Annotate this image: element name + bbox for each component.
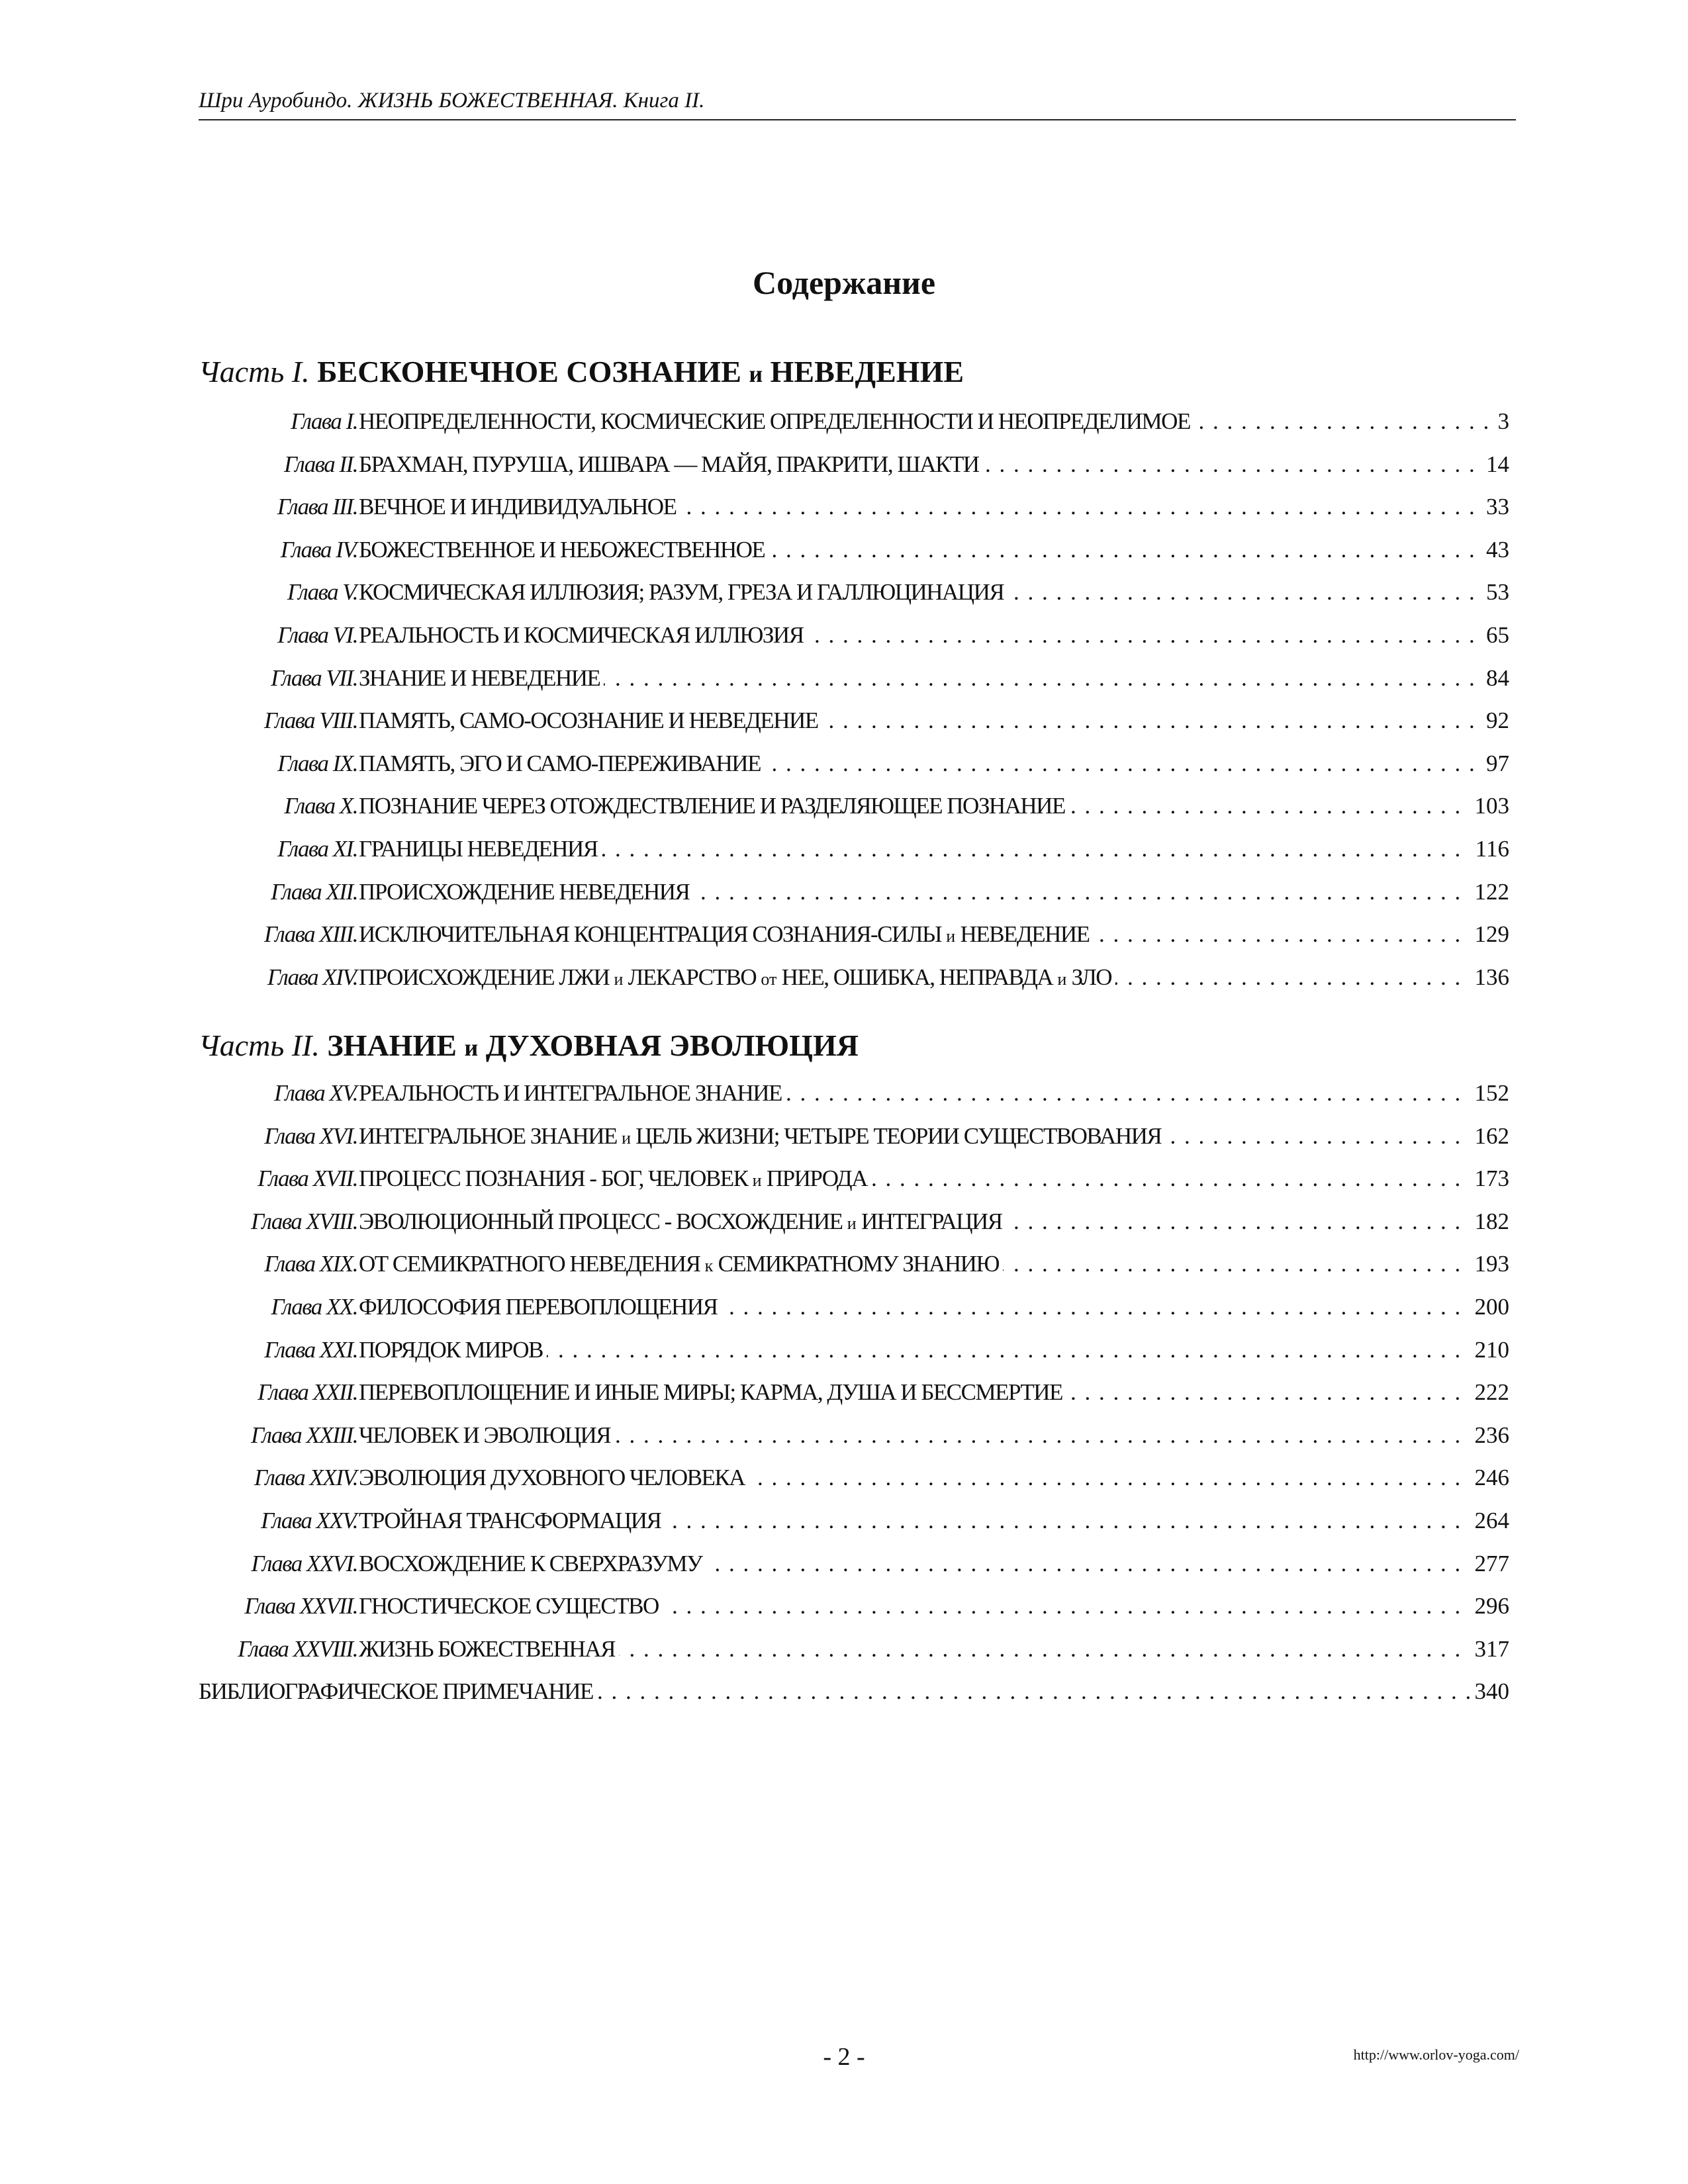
toc-chapter-row[interactable] xyxy=(0,1286,1688,1328)
chapter-label: Глава XIV. xyxy=(267,964,357,990)
page-number: 33 xyxy=(1481,486,1509,528)
chapter-title: БИБЛИОГРАФИЧЕСКОЕ ПРИМЕЧАНИЕ xyxy=(199,1670,597,1713)
page-number: 210 xyxy=(1470,1329,1510,1371)
connector-word: и xyxy=(946,927,956,946)
page-number: 317 xyxy=(1470,1628,1510,1670)
page-number: 65 xyxy=(1481,614,1509,657)
connector-word: и xyxy=(622,1128,632,1148)
chapter-title: БОЖЕСТВЕННОЕ И НЕБОЖЕСТВЕННОЕ xyxy=(359,529,769,571)
toc-chapter-row[interactable] xyxy=(0,614,1688,657)
connector-word: от xyxy=(761,970,777,989)
toc-chapter-row[interactable] xyxy=(0,1243,1688,1285)
toc-chapter-row[interactable] xyxy=(0,1329,1688,1371)
page-number: 193 xyxy=(1470,1243,1510,1285)
toc-chapter-row[interactable] xyxy=(0,1115,1688,1158)
page-number: 152 xyxy=(1470,1072,1510,1115)
chapter-title: ИНТЕГРАЛЬНОЕ ЗНАНИЕ и ЦЕЛЬ ЖИЗНИ; ЧЕТЫРЕ ТЕОРИИ СУЩЕСТВОВАНИЯ xyxy=(359,1115,1165,1160)
chapter-label: Глава XIII. xyxy=(263,921,357,947)
page-number: 136 xyxy=(1470,956,1510,999)
chapter-label: Глава XI. xyxy=(277,836,357,862)
chapter-label: Глава XXI. xyxy=(264,1337,357,1363)
toc-chapter-row[interactable] xyxy=(0,443,1688,486)
toc-chapter-row[interactable] xyxy=(0,700,1688,742)
chapter-label: Глава XXVII. xyxy=(244,1593,357,1619)
chapter-label: Глава VIII. xyxy=(263,707,357,733)
page-number: 122 xyxy=(1470,871,1510,913)
toc-chapter-row[interactable] xyxy=(0,785,1688,827)
chapter-label: Глава XVI. xyxy=(264,1123,357,1149)
chapter-title: ЗНАНИЕ И НЕВЕДЕНИЕ xyxy=(359,657,604,700)
connector-word: и xyxy=(752,1171,762,1190)
chapter-label: Глава XXVI. xyxy=(251,1551,357,1576)
part-label: Часть II. xyxy=(199,1028,320,1062)
chapter-title: ОТ СЕМИКРАТНОГО НЕВЕДЕНИЯ к СЕМИКРАТНОМУ ЗНАНИЮ xyxy=(359,1243,1003,1287)
toc-chapter-row[interactable] xyxy=(0,828,1688,870)
toc-chapter-row[interactable] xyxy=(0,1414,1688,1457)
chapter-title: ПРОЦЕСС ПОЗНАНИЯ - БОГ, ЧЕЛОВЕК и ПРИРОДА xyxy=(359,1158,871,1202)
page-number: 200 xyxy=(1470,1286,1510,1328)
toc-chapter-row[interactable] xyxy=(0,657,1688,700)
chapter-label: Глава XX. xyxy=(271,1294,357,1320)
page-number: 340 xyxy=(1470,1670,1510,1713)
chapter-title: ВЕЧНОЕ И ИНДИВИДУАЛЬНОЕ xyxy=(359,486,680,528)
chapter-title: ПРОИСХОЖДЕНИЕ ЛЖИ и ЛЕКАРСТВО от НЕЕ, ОШИБКА, НЕПРАВДА и ЗЛО xyxy=(359,956,1115,1001)
chapter-label: Глава VII. xyxy=(271,665,357,691)
chapter-label: Глава XVIII. xyxy=(251,1208,357,1234)
page-number: 3 xyxy=(1493,400,1510,443)
chapter-title: ЭВОЛЮЦИЯ ДУХОВНОГО ЧЕЛОВЕКА xyxy=(359,1457,749,1499)
chapter-label: Глава VI. xyxy=(277,622,357,648)
page-number: 129 xyxy=(1470,913,1510,956)
chapter-title: ЖИЗНЬ БОЖЕСТВЕННАЯ xyxy=(359,1628,619,1670)
chapter-label: Глава XV. xyxy=(274,1080,357,1106)
toc-chapter-row[interactable] xyxy=(0,913,1688,956)
page-number: 53 xyxy=(1481,571,1509,614)
page-number: 182 xyxy=(1470,1201,1510,1243)
part-heading xyxy=(199,1028,859,1063)
chapter-label: Глава XXVIII. xyxy=(238,1636,357,1662)
toc-chapter-row[interactable] xyxy=(0,1500,1688,1542)
page-number: 43 xyxy=(1481,529,1509,571)
page-number: 236 xyxy=(1470,1414,1510,1457)
chapter-title: ПЕРЕВОПЛОЩЕНИЕ И ИНЫЕ МИРЫ; КАРМА, ДУША И БЕССМЕРТИЕ xyxy=(359,1371,1066,1414)
toc-chapter-row[interactable] xyxy=(0,1201,1688,1243)
toc-chapter-row[interactable] xyxy=(0,529,1688,571)
chapter-title: ПОЗНАНИЕ ЧЕРЕЗ ОТОЖДЕСТВЛЕНИЕ И РАЗДЕЛЯЮЩЕЕ ПОЗНАНИЕ xyxy=(359,785,1069,827)
toc-chapter-row[interactable] xyxy=(0,1371,1688,1414)
chapter-title: ИСКЛЮЧИТЕЛЬНАЯ КОНЦЕНТРАЦИЯ СОЗНАНИЯ-СИЛЫ и НЕВЕДЕНИЕ xyxy=(359,913,1094,958)
page-number: 222 xyxy=(1470,1371,1510,1414)
chapter-title: ЧЕЛОВЕК И ЭВОЛЮЦИЯ xyxy=(359,1414,614,1457)
chapter-title: ПАМЯТЬ, САМО-ОСОЗНАНИЕ И НЕВЕДЕНИЕ xyxy=(359,700,822,742)
toc-chapter-row[interactable] xyxy=(0,1585,1688,1627)
chapter-title: ГНОСТИЧЕСКОЕ СУЩЕСТВО xyxy=(359,1585,663,1627)
toc-chapter-row[interactable] xyxy=(0,571,1688,614)
page-number: 173 xyxy=(1470,1158,1510,1200)
chapter-label: Глава XVII. xyxy=(258,1165,357,1191)
chapter-title: РЕАЛЬНОСТЬ И ИНТЕГРАЛЬНОЕ ЗНАНИЕ xyxy=(359,1072,786,1115)
chapter-label: Глава XXV. xyxy=(261,1508,357,1533)
connector-word: и xyxy=(614,970,624,989)
part-label: Часть I. xyxy=(199,355,310,388)
page-number: 277 xyxy=(1470,1543,1510,1585)
chapter-label: Глава III. xyxy=(277,494,357,520)
chapter-title: ФИЛОСОФИЯ ПЕРЕВОПЛОЩЕНИЯ xyxy=(359,1286,721,1328)
page-number: 14 xyxy=(1481,443,1509,486)
chapter-title: ПАМЯТЬ, ЭГО И САМО-ПЕРЕЖИВАНИЕ xyxy=(359,743,765,785)
footer-page-number: - 2 - xyxy=(823,2043,865,2071)
chapter-label: Глава I. xyxy=(291,408,357,434)
chapter-title: РЕАЛЬНОСТЬ И КОСМИЧЕСКАЯ ИЛЛЮЗИЯ xyxy=(359,614,808,657)
chapter-label: Глава X. xyxy=(284,793,357,819)
chapter-label: Глава XIX. xyxy=(264,1251,357,1277)
running-header: Шри Ауробиндо. ЖИЗНЬ БОЖЕСТВЕННАЯ. Книга II. xyxy=(199,87,1516,120)
page-number: 246 xyxy=(1470,1457,1510,1499)
page-number: 103 xyxy=(1470,785,1510,827)
chapter-label: Глава II. xyxy=(284,451,357,477)
connector-word: и xyxy=(847,1214,857,1233)
chapter-title: ВОСХОЖДЕНИЕ К СВЕРХРАЗУМУ xyxy=(359,1543,706,1585)
part-title: ЗНАНИЕ и ДУХОВНАЯ ЭВОЛЮЦИЯ xyxy=(327,1028,859,1062)
toc-chapter-row[interactable] xyxy=(0,871,1688,913)
page-number: 162 xyxy=(1470,1115,1510,1158)
part-title: БЕСКОНЕЧНОЕ СОЗНАНИЕ и НЕВЕДЕНИЕ xyxy=(317,355,964,388)
toc-chapter-row[interactable] xyxy=(0,1457,1688,1499)
toc-chapter-row[interactable] xyxy=(0,743,1688,785)
chapter-title: ПРОИСХОЖДЕНИЕ НЕВЕДЕНИЯ xyxy=(359,871,693,913)
chapter-title: ЭВОЛЮЦИОННЫЙ ПРОЦЕСС - ВОСХОЖДЕНИЕ и ИНТЕГРАЦИЯ xyxy=(359,1201,1006,1245)
chapter-label: Глава V. xyxy=(287,579,357,605)
toc-bibliography-row[interactable] xyxy=(0,1670,1688,1713)
chapter-title: ПОРЯДОК МИРОВ xyxy=(359,1329,547,1371)
toc-chapter-row[interactable] xyxy=(0,1543,1688,1585)
chapter-label: Глава XXIV. xyxy=(254,1465,357,1490)
chapter-label: Глава IX. xyxy=(277,751,357,776)
page-number: 84 xyxy=(1481,657,1509,700)
toc-chapter-row[interactable] xyxy=(0,1072,1688,1115)
chapter-label: Глава XXIII. xyxy=(251,1422,357,1448)
toc-chapter-row[interactable] xyxy=(0,1628,1688,1670)
chapter-title: НЕОПРЕДЕЛЕННОСТИ, КОСМИЧЕСКИЕ ОПРЕДЕЛЕННОСТИ И НЕОПРЕДЕЛИМОЕ xyxy=(359,400,1194,443)
chapter-label: Глава XII. xyxy=(271,879,357,905)
page-title: Содержание xyxy=(752,264,936,301)
page-number: 92 xyxy=(1481,700,1509,742)
chapter-title: КОСМИЧЕСКАЯ ИЛЛЮЗИЯ; РАЗУМ, ГРЕЗА И ГАЛЛЮЦИНАЦИЯ xyxy=(359,571,1008,614)
toc-chapter-row[interactable] xyxy=(0,1158,1688,1200)
toc-chapter-row[interactable] xyxy=(0,956,1688,999)
page-number: 116 xyxy=(1470,828,1509,870)
chapter-label: Глава IV. xyxy=(280,537,357,563)
toc-chapter-row[interactable] xyxy=(0,400,1688,443)
chapter-title: ГРАНИЦЫ НЕВЕДЕНИЯ xyxy=(359,828,602,870)
connector-word: и xyxy=(1057,970,1067,989)
chapter-title: ТРОЙНАЯ ТРАНСФОРМАЦИЯ xyxy=(359,1500,665,1542)
connector-word: к xyxy=(704,1256,714,1275)
footer-url-link[interactable]: http://www.orlov-yoga.com/ xyxy=(1353,2046,1519,2063)
page-number: 296 xyxy=(1470,1585,1510,1627)
chapter-title: БРАХМАН, ПУРУША, ИШВАРА — МАЙЯ, ПРАКРИТИ, ШАКТИ xyxy=(359,443,983,486)
toc-chapter-row[interactable] xyxy=(0,486,1688,528)
page-number: 264 xyxy=(1470,1500,1510,1542)
chapter-label: Глава XXII. xyxy=(258,1379,357,1405)
page-number: 97 xyxy=(1481,743,1509,785)
part-heading xyxy=(199,354,964,389)
